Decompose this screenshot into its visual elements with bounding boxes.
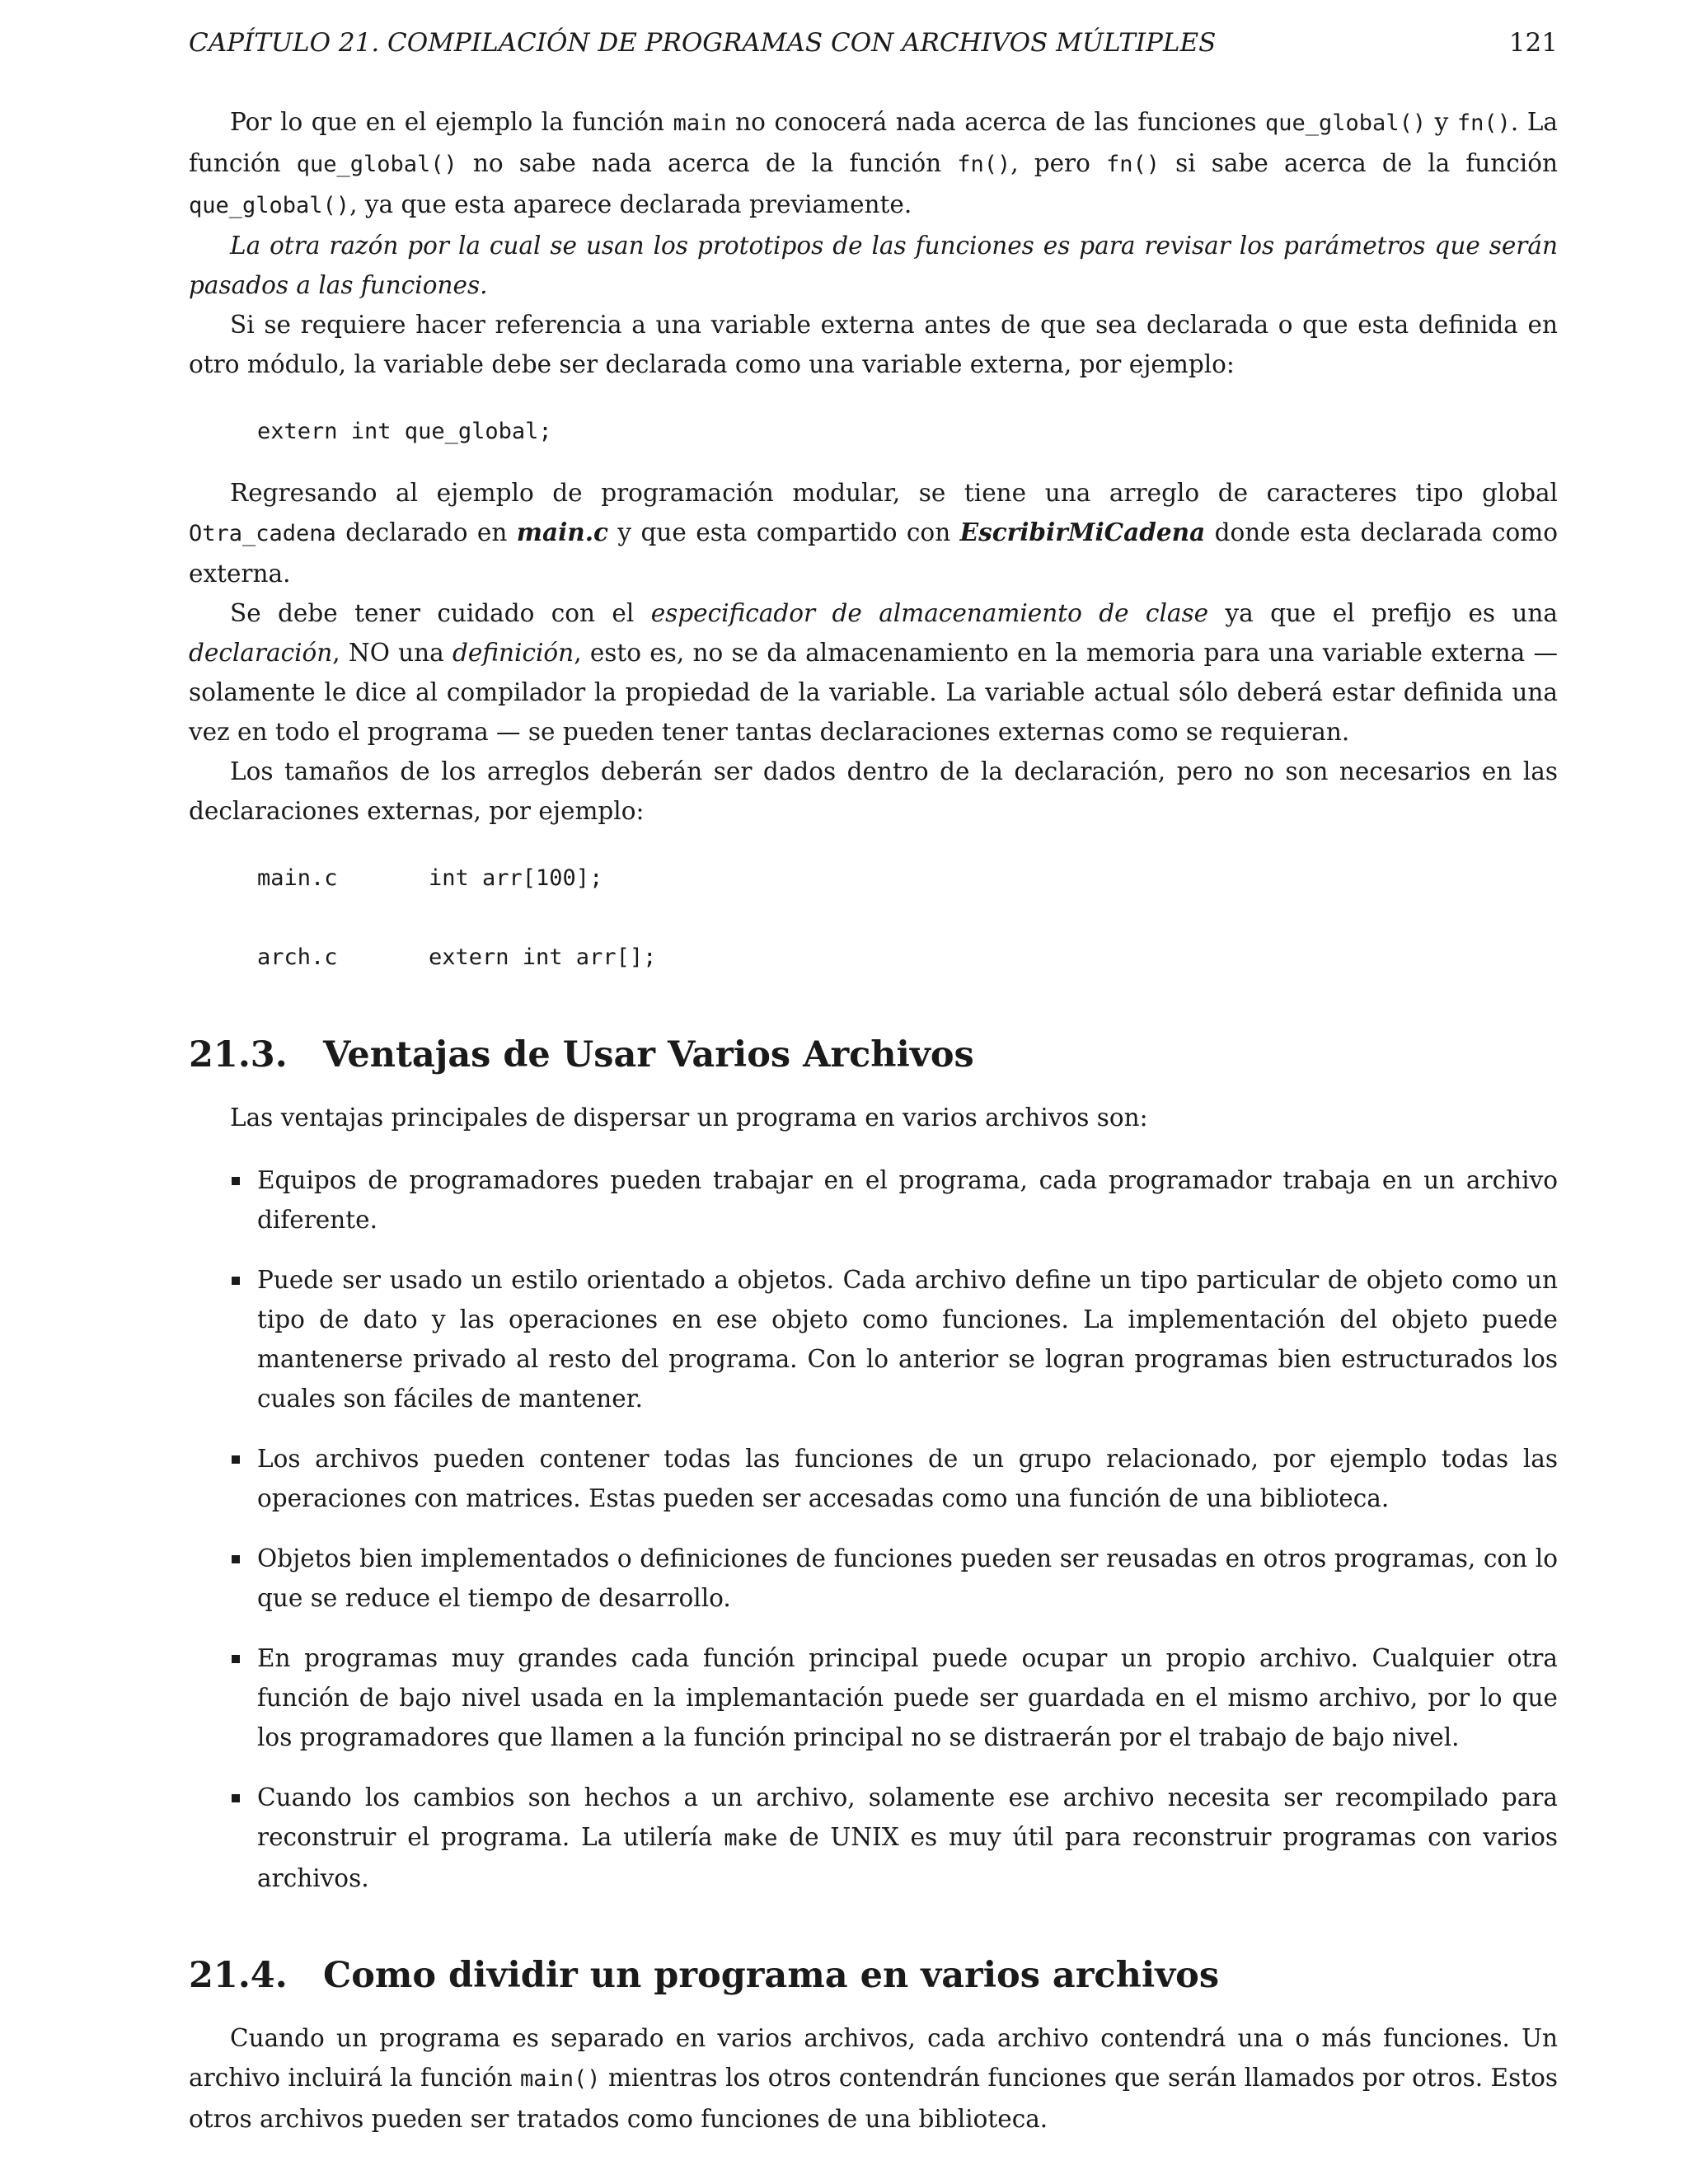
paragraph-4: [189, 473, 1558, 593]
text-run: , NO una: [332, 639, 453, 667]
section-number: 21.4.: [189, 1955, 288, 1996]
inline-code: Otra_cadena: [189, 521, 336, 546]
list-item: [189, 1439, 1558, 1518]
section-title: Ventajas de Usar Varios Archivos: [323, 1034, 974, 1076]
text-run: declarado en: [335, 518, 517, 546]
list-item: [189, 1778, 1558, 1898]
italic-term: declaración: [189, 639, 333, 667]
inline-code: que_global(): [1265, 110, 1427, 136]
code-row: [257, 938, 1558, 977]
text-run: , ya que esta aparece declarada previamente.: [349, 190, 912, 218]
bullet-square-icon: [232, 1655, 240, 1663]
text-run: donde esta declarada como externa.: [189, 518, 1558, 588]
inline-code: que_global(): [189, 193, 350, 218]
bold-italic-term: main.c: [516, 518, 608, 546]
inline-code: fn(): [957, 152, 1011, 177]
section-heading-21-3: [189, 1032, 1558, 1078]
text-run: no conocerá nada acerca de las funciones: [726, 108, 1266, 136]
paragraph-2-italic: La otra razón por la cual se usan los prototipos de las funciones es para revisar los parámetros que serán pasados a las funciones.: [189, 232, 1558, 299]
section-heading-21-4: [189, 1952, 1558, 1999]
list-item-text: Los archivos pueden contener todas las funciones de un grupo relacionado, por ejemplo todas las operaciones con matrices. Estas pueden ser accesadas como una función de una biblioteca.: [257, 1445, 1558, 1512]
bullet-square-icon: [232, 1455, 240, 1464]
paragraph-7: Las ventajas principales de dispersar un programa en varios archivos son:: [230, 1104, 1148, 1132]
paragraph-5: [189, 593, 1558, 752]
text-run: Cuando los cambios son hechos a un archivo, solamente ese archivo necesita ser recompilado para reconstruir el programa. La utilería: [257, 1783, 1558, 1851]
text-run: Se debe tener cuidado con el: [230, 599, 651, 627]
paragraph-6: Los tamaños de los arreglos deberán ser dados dentro de la declaración, pero no son necesarios en las declaraciones externas, por ejemplo:: [189, 757, 1558, 825]
code-block-extern: [257, 412, 1558, 452]
section-title: Como dividir un programa en varios archivos: [323, 1955, 1220, 1996]
text-run: , pero: [1010, 149, 1106, 177]
inline-code: que_global(): [296, 152, 457, 177]
inline-code: make: [724, 1825, 778, 1851]
text-run: Regresando al ejemplo de programación modular, se tiene una arreglo de caracteres tipo global: [230, 479, 1558, 507]
text-run: Cuando un programa es separado en varios archivos, cada archivo contendrá una o más funciones. Un archivo incluirá la función: [189, 2024, 1558, 2092]
advantages-list: [189, 1160, 1558, 1898]
bullet-square-icon: [232, 1177, 240, 1185]
inline-code: main: [673, 110, 727, 136]
text-run: si sabe acerca de la función: [1160, 149, 1558, 177]
list-item-text: Objetos bien implementados o definiciones de funciones pueden ser reusadas en otros programas, con lo que se reduce el tiempo de desarrollo.: [257, 1544, 1558, 1612]
running-header: [189, 26, 1558, 59]
text-run: ya que el prefijo es una: [1208, 599, 1558, 627]
list-item-text: Puede ser usado un estilo orientado a objetos. Cada archivo define un tipo particular de objeto como un tipo de dato y las operaciones en ese objeto como funciones. La implementación del objeto puede mantenerse privado al resto del programa. Con lo anterior se logran programas bien estructurados los cuales son fáciles de mantener.: [257, 1266, 1558, 1413]
main-content: [189, 102, 1558, 2139]
text-run: de UNIX es muy útil para reconstruir programas con varios archivos.: [257, 1823, 1558, 1892]
running-title: CAPÍTULO 21. COMPILACIÓN DE PROGRAMAS CON ARCHIVOS MÚLTIPLES: [189, 28, 1217, 58]
text-run: y: [1426, 108, 1457, 136]
list-item: [189, 1160, 1558, 1240]
code-statement: extern int arr[];: [429, 944, 657, 970]
text-run: mientras los otros contendrán funciones que serán llamados por otros. Estos otros archivos pueden ser tratados como funciones de una biblioteca.: [189, 2064, 1558, 2133]
code-statement: int arr[100];: [429, 865, 603, 891]
list-item-text: En programas muy grandes cada función principal puede ocupar un propio archivo. Cualquier otra función de bajo nivel usada en la implemantación puede ser guardada en el mismo archivo, por lo que los programadores que llamen a la función principal no se distraerán por el trabajo de bajo nivel.: [257, 1644, 1558, 1751]
code-filename: arch.c: [257, 944, 338, 970]
italic-term: especificador de almacenamiento de clase: [650, 599, 1209, 627]
list-item: [189, 1539, 1558, 1618]
text-run: no sabe nada acerca de la función: [457, 149, 958, 177]
list-item: [189, 1638, 1558, 1757]
paragraph-8: [189, 2018, 1558, 2139]
bullet-square-icon: [232, 1794, 240, 1802]
bullet-square-icon: [232, 1555, 240, 1563]
paragraph-3: Si se requiere hacer referencia a una variable externa antes de que sea declarada o que esta definida en otro módulo, la variable debe ser declarada como una variable externa, por ejemplo:: [189, 311, 1558, 378]
code-row: [257, 859, 1558, 898]
bold-italic-term: EscribirMiCadena: [959, 518, 1206, 546]
text-run: Por lo que en el ejemplo la función: [230, 108, 673, 136]
code-line: extern int que_global;: [257, 419, 552, 444]
code-filename: main.c: [257, 865, 338, 891]
code-block-arrays: [257, 859, 1558, 977]
bullet-square-icon: [232, 1277, 240, 1285]
inline-code: fn(): [1106, 152, 1160, 177]
text-run: , esto es, no se da almacenamiento en la memoria para una variable externa — solamente le dice al compilador la propiedad de la variable. La variable actual sólo deberá estar definida una vez en todo el programa — se pueden tener tantas declaraciones externas como se requieran.: [189, 639, 1558, 746]
section-number: 21.3.: [189, 1034, 288, 1076]
inline-code: fn(): [1456, 110, 1511, 136]
text-run: . La función: [189, 108, 1558, 177]
italic-term: definición: [452, 639, 574, 667]
paragraph-1: [189, 102, 1558, 226]
list-item-text: Equipos de programadores pueden trabajar en el programa, cada programador trabaja en un archivo diferente.: [257, 1166, 1558, 1234]
page-number: 121: [1508, 28, 1558, 58]
list-item: [189, 1260, 1558, 1418]
inline-code: main(): [520, 2066, 601, 2092]
text-run: y que esta compartido con: [607, 518, 960, 546]
